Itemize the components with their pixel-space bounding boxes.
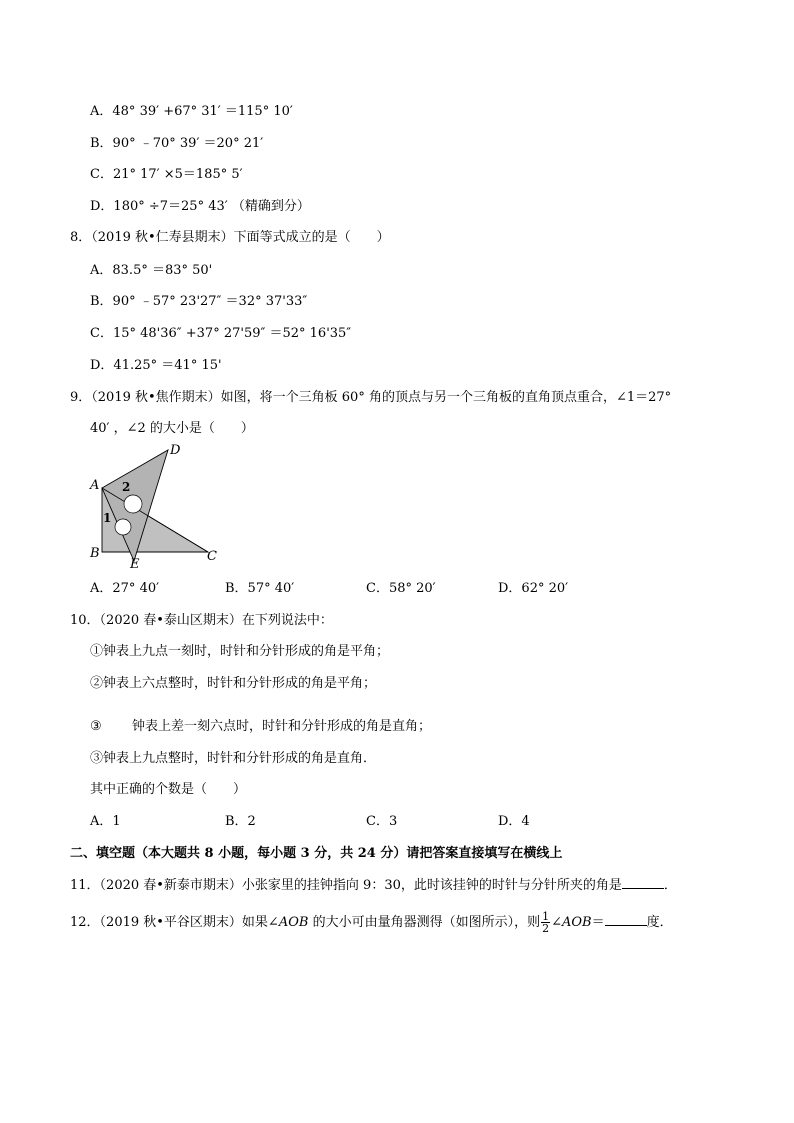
q10-statement-3: 钟表上差一刻六点时，时针和分针形成的角是直角； (132, 719, 432, 734)
section-heading: 二、填空题（本大题共 8 小题，每小题 3 分，共 24 分）请把答案直接填写在横线上 (70, 846, 563, 861)
q12-fraction (541, 911, 550, 934)
q7-option-d: D．180° ÷7＝25° 43′ （精确到分） (90, 199, 310, 214)
q10-statement-4: ③钟表上九点整时，时针和分针形成的角是直角． (90, 751, 377, 766)
q10-statement-3-mark: ③ (90, 719, 102, 734)
q9-option-a: A．27° 40′ (90, 581, 160, 596)
label-c: C (207, 549, 217, 564)
q8-option-b: B．90° ﹣57° 23'27″ ＝32° 37'33″ (90, 294, 308, 309)
label-b: B (90, 546, 100, 561)
q10-option-a: A．1 (90, 814, 121, 829)
label-e: E (130, 557, 140, 570)
q8-option-d: D．41.25° ＝41° 15' (90, 358, 222, 373)
q8-option-c: C．15° 48'36″ +37° 27'59″ ＝52° 16'35″ (90, 326, 352, 341)
q7-option-c: C．21° 17′ ×5＝185° 5′ (90, 167, 243, 182)
triangle-figure (84, 440, 224, 570)
q12-angle-sign: ∠ (551, 915, 562, 930)
q11 (70, 876, 677, 895)
q7-option-b: B．90° ﹣70° 39′ ＝20° 21′ (90, 136, 264, 151)
q12 (70, 910, 673, 936)
q8-stem: 8．（2019 秋•仁寿县期末）下面等式成立的是（ ） (70, 230, 390, 245)
q10-stem: 10．（2020 春•泰山区期末）在下列说法中： (70, 613, 333, 628)
q10-statement-1: ①钟表上九点一刻时，时针和分针形成的角是平角； (90, 644, 390, 659)
q10-option-d: D．4 (498, 814, 530, 829)
q12-answer-blank[interactable] (605, 913, 647, 926)
q10-option-b: B．2 (225, 814, 256, 829)
q8-option-a: A．83.5° ＝83° 50' (90, 263, 213, 278)
q11-end: ． (663, 878, 677, 893)
q12-frac-den: 2 (542, 922, 550, 935)
q10-option-c: C．3 (366, 814, 398, 829)
q10-statement-2: ②钟表上六点整时，时针和分针形成的角是平角； (90, 676, 377, 691)
q12-aob2: AOB (561, 915, 592, 930)
q9-stem-line1: 9．（2019 秋•焦作期末）如图，将一个三角板 60° 角的顶点与另一个三角板的直角顶点重合，∠1＝27° (70, 390, 672, 405)
label-angle-1: 1 (103, 511, 112, 525)
q12-mid: 的大小可由量角器测得（如图所示），则 (308, 915, 541, 930)
hole-lower (115, 519, 131, 535)
q12-aob: AOB (278, 915, 309, 930)
q10-question: 其中正确的个数是（ ） (90, 782, 247, 797)
q9-option-b: B．57° 40′ (225, 581, 295, 596)
label-angle-2: 2 (122, 480, 131, 494)
q11-text: 11．（2020 春•新泰市期末）小张家里的挂钟指向 9：30，此时该挂钟的时针与分针所夹的角是 (70, 878, 622, 893)
q9-option-c: C．58° 20′ (366, 581, 436, 596)
q11-answer-blank[interactable] (622, 876, 664, 889)
hole-upper (124, 495, 142, 513)
label-d: D (170, 443, 181, 458)
q7-option-a: A．48° 39′ +67° 31′ ＝115° 10′ (90, 104, 293, 119)
q9-option-d: D．62° 20′ (498, 581, 569, 596)
q12-pre: 12．（2019 秋•平谷区期末）如果∠ (70, 915, 279, 930)
label-a: A (90, 478, 100, 493)
q12-end: 度． (646, 915, 673, 930)
q12-eq: ＝ (591, 915, 605, 930)
q9-stem-line2: 40′ ，∠2 的大小是（ ） (90, 421, 254, 436)
q12-frac-num: 1 (542, 910, 550, 923)
